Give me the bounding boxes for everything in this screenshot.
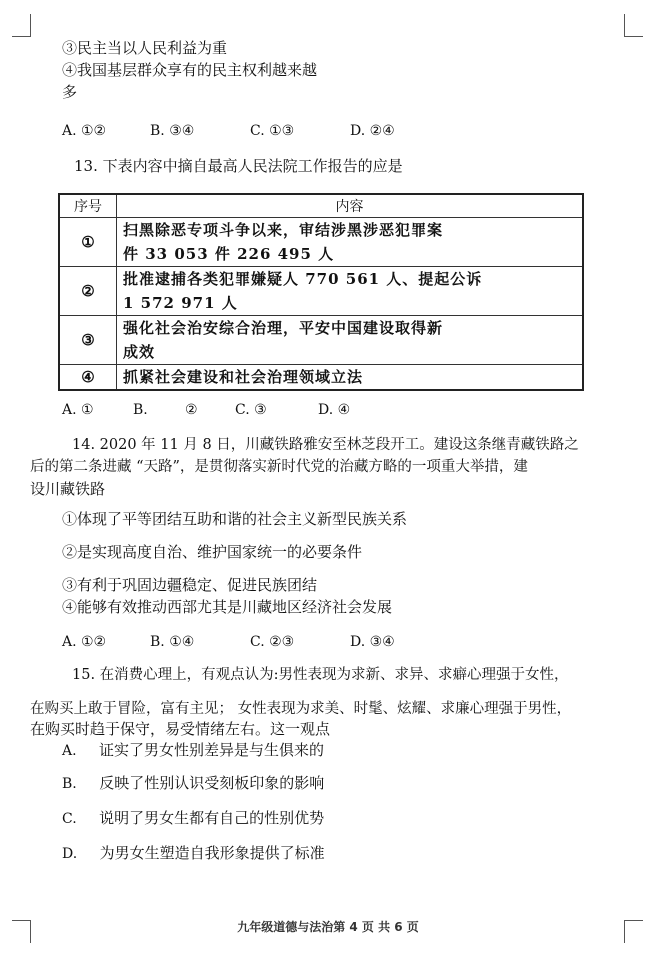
q15-option-a[interactable]: [62, 739, 324, 762]
table-cell-num: ③: [59, 316, 117, 365]
table-cell-line: 扫黑除恶专项斗争以来，审结涉黑涉恶犯罪案: [123, 221, 444, 239]
q13-option-b[interactable]: B.: [133, 402, 148, 418]
q13-table: [58, 193, 584, 391]
table-cell-content: [117, 218, 584, 267]
q14-option-d[interactable]: D. ③④: [350, 634, 395, 650]
q13-option-d[interactable]: D. ④: [318, 402, 351, 418]
option-text: 说明了男女生都有自己的性别优势: [99, 809, 325, 827]
q15-option-b[interactable]: [62, 772, 324, 795]
q12-item-4-cont: 多: [62, 83, 78, 101]
q13-option-c[interactable]: C. ③: [235, 402, 267, 418]
q12-item-4: ④我国基层群众享有的民主权利越来越: [62, 61, 318, 79]
q12-option-d[interactable]: D. ②④: [350, 123, 395, 139]
table-header-content: 内容: [117, 194, 584, 218]
table-header-row: [59, 194, 583, 218]
q14-item-3: ③有利于巩固边疆稳定、促进民族团结: [62, 576, 318, 594]
table-cell-num: ④: [59, 365, 117, 391]
option-label: C.: [62, 811, 77, 827]
q14-option-b[interactable]: B. ①④: [150, 634, 195, 650]
q14-option-a[interactable]: A. ①②: [62, 634, 107, 650]
q14-stem-line-1: 14. 2020 年 11 月 8 日，川藏铁路雅安至林芝段开工。建设这条继青藏铁路之: [72, 437, 579, 453]
table-cell-line: 成效: [123, 343, 156, 361]
q15-stem-line-2: 在购买上敢于冒险，富有主见； 女性表现为求美、时髦、炫耀、求廉心理强于男性，: [30, 701, 572, 717]
table-row: [59, 365, 583, 391]
option-label: A.: [62, 743, 77, 759]
table-cell-content: [117, 267, 584, 316]
option-label: B.: [62, 776, 77, 792]
q15-stem-line-1: 15. 在消费心理上，有观点认为:男性表现为求新、求异、求癖心理强于女性，: [72, 667, 569, 683]
table-cell-content: [117, 365, 584, 391]
q14-item-4: ④能够有效推动西部尤其是川藏地区经济社会发展: [62, 598, 393, 616]
table-cell-line: 件 33 053 件 226 495 人: [123, 245, 335, 263]
q14-option-c[interactable]: C. ②③: [250, 634, 295, 650]
table-cell-line: 批准逮捕各类犯罪嫌疑人 770 561 人、提起公诉: [123, 270, 483, 288]
q12-option-c[interactable]: C. ①③: [250, 123, 295, 139]
corner-mark-top-right: [624, 14, 643, 37]
corner-mark-top-left: [12, 14, 31, 37]
q15-option-d[interactable]: [62, 842, 325, 865]
q12-option-b[interactable]: B. ③④: [150, 123, 195, 139]
q13-option-a[interactable]: A. ①: [62, 402, 94, 418]
page-footer: 九年级道德与法治第 4 页 共 6 页: [237, 920, 419, 934]
q12-option-a[interactable]: A. ①②: [62, 123, 107, 139]
table-row: [59, 218, 583, 267]
table-cell-line: 1 572 971 人: [123, 294, 238, 312]
option-label: D.: [62, 846, 78, 862]
q15-option-c[interactable]: [62, 807, 324, 830]
q12-item-3: ③民主当以人民利益为重: [62, 39, 228, 57]
q14-stem-line-3: 设川藏铁路: [30, 480, 106, 498]
table-header-num: 序号: [59, 194, 117, 218]
q13-option-b-value[interactable]: ②: [185, 402, 198, 418]
option-text: 为男女生塑造自我形象提供了标准: [99, 844, 325, 862]
option-text: 证实了男女性别差异是与生俱来的: [99, 741, 325, 759]
option-text: 反映了性别认识受刻板印象的影响: [99, 774, 325, 792]
table-cell-content: [117, 316, 584, 365]
q13-stem: 13. 下表内容中摘自最高人民法院工作报告的应是: [74, 157, 403, 175]
q14-item-2: ②是实现高度自治、维护国家统一的必要条件: [62, 543, 363, 561]
table-cell-line: 强化社会治安综合治理，平安中国建设取得新: [123, 319, 444, 337]
table-cell-num: ①: [59, 218, 117, 267]
table-row: [59, 316, 583, 365]
table-cell-line: 抓紧社会建设和社会治理领域立法: [123, 368, 364, 386]
q14-stem-line-2: 后的第二条进藏 “天路”，是贯彻落实新时代党的治藏方略的一项重大举措，建: [30, 459, 528, 475]
table-cell-num: ②: [59, 267, 117, 316]
q15-stem-line-3: 在购买时趋于保守，易受情绪左右。这一观点: [30, 720, 331, 738]
table-row: [59, 267, 583, 316]
q14-item-1: ①体现了平等团结互助和谐的社会主义新型民族关系: [62, 510, 408, 528]
